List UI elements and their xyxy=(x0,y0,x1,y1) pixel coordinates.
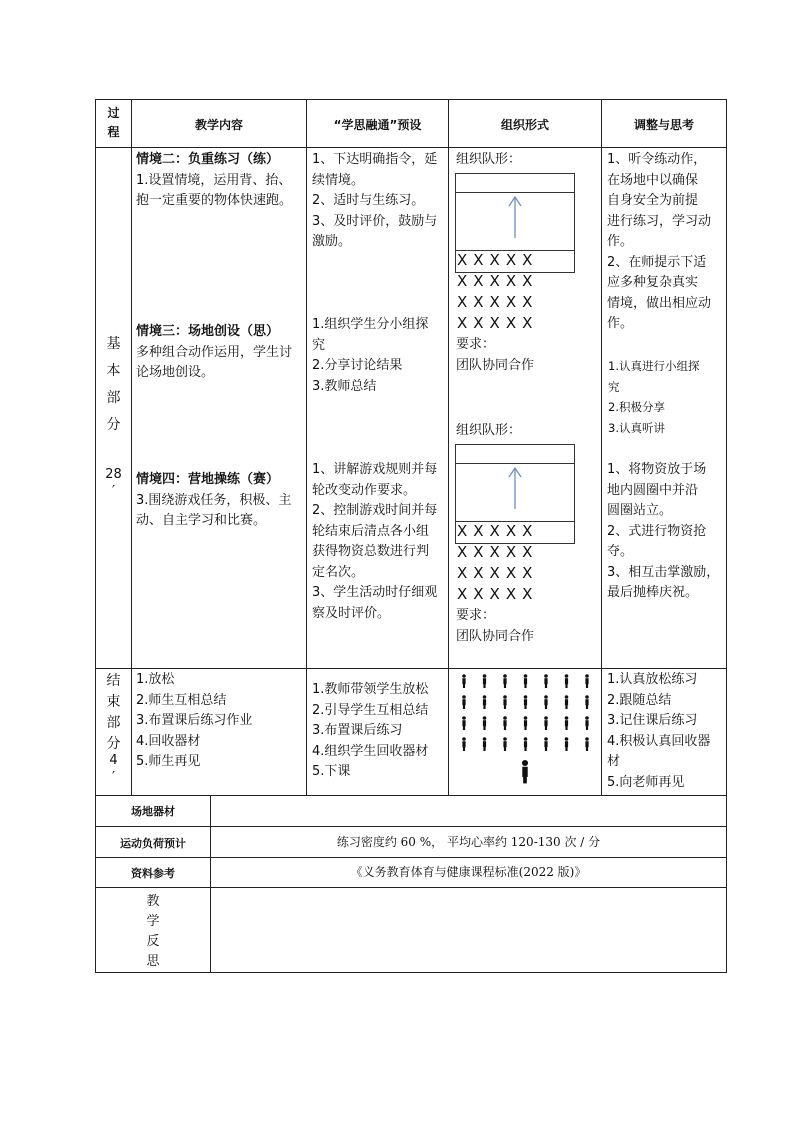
ending-adjust-line: 材 xyxy=(607,754,621,769)
student-figure xyxy=(544,695,548,709)
student-figure xyxy=(503,674,507,688)
basic-label-char: 分 xyxy=(106,417,121,433)
basic-label-char: 部 xyxy=(106,390,121,406)
preset-line: 2、适时与生练习。 xyxy=(312,193,425,208)
adjust-line: 应多种复杂真实 xyxy=(607,275,699,290)
ending-preset-line: 4.组织学生回收器材 xyxy=(312,743,429,759)
adjust-line: 3.认真听讲 xyxy=(608,420,665,435)
ending-adjust-line: 1.认真放松练习 xyxy=(607,672,698,687)
preset-line: 轮结束后清点各小组 xyxy=(312,523,430,539)
preset-block-1 xyxy=(312,150,446,253)
scenario-4-title: 情境四：营地操练（赛） xyxy=(136,472,280,487)
student-figure xyxy=(585,737,589,751)
ending-label-char: 分 xyxy=(106,736,121,752)
scenario-2-block xyxy=(136,150,304,212)
student-figure xyxy=(483,674,487,688)
ending-content-line: 4.回收器材 xyxy=(136,733,201,749)
scenario-3-line: 多种组合动作运用，学生讨 xyxy=(136,344,293,360)
ending-adjust-line: 2.跟随总结 xyxy=(607,692,672,708)
requirement-block-1 xyxy=(456,335,534,376)
ending-content xyxy=(136,670,304,773)
preset-line: 察及时评价。 xyxy=(312,605,391,621)
header-process: 过程 xyxy=(107,106,120,139)
adjust-line: 究 xyxy=(608,379,620,394)
adjust-line: 作。 xyxy=(607,234,634,249)
ending-adjust xyxy=(607,670,725,793)
adjust-line: 地内圆圈中并沿 xyxy=(607,482,699,498)
reference-value: 《义务教育体育与健康课程标准(2022 版)》 xyxy=(350,865,587,879)
adjust-block-1 xyxy=(607,150,725,335)
reflection-label-char: 思 xyxy=(146,954,160,969)
preset-line: 获得物资总数进行判 xyxy=(312,544,430,559)
student-figure xyxy=(565,716,569,730)
student-figure xyxy=(483,737,487,751)
preset-block-3 xyxy=(312,460,446,624)
basic-duration-mark: ′ xyxy=(112,484,115,499)
preset-line: 定名次。 xyxy=(312,564,365,580)
adjust-line: 自身安全为前提 xyxy=(607,193,699,208)
adjust-line: 情境，做出相应动 xyxy=(607,295,712,311)
ending-formation-diagram xyxy=(450,670,600,794)
student-figure xyxy=(524,737,528,751)
basic-duration: 28 xyxy=(105,467,122,482)
adjust-block-2 xyxy=(608,356,726,438)
preset-line: 激励。 xyxy=(312,234,352,249)
header-adjustment: 调整与思考 xyxy=(633,118,694,132)
ending-content-line: 3.布置课后练习作业 xyxy=(136,713,253,728)
ending-content-line: 2.师生互相总结 xyxy=(136,692,227,708)
adjust-line: 作。 xyxy=(607,316,634,331)
scenario-2-line: 抱一定重要的物体快速跑。 xyxy=(136,193,293,208)
student-figure xyxy=(462,674,466,688)
student-row: XXXXX xyxy=(457,564,539,582)
preset-line: 2.分享讨论结果 xyxy=(312,358,403,373)
student-row: XXXXX xyxy=(457,585,539,603)
teacher-figure xyxy=(522,760,528,783)
load-label: 运动负荷预计 xyxy=(120,837,186,850)
requirement-block-2 xyxy=(456,606,534,647)
student-figure xyxy=(565,695,569,709)
ending-duration-mark: ′ xyxy=(112,770,115,785)
adjust-line: 2、在师提示下适 xyxy=(607,254,707,270)
requirement-text: 团队协同合作 xyxy=(456,357,535,373)
student-figure xyxy=(462,737,466,751)
ending-content-line: 1.放松 xyxy=(136,672,175,687)
adjust-line: 进行练习，学习动 xyxy=(607,213,712,229)
student-row: XXXXX xyxy=(457,543,539,561)
student-row: XXXXX xyxy=(457,522,539,540)
requirement-label: 要求： xyxy=(456,608,496,623)
load-value: 练习密度约 60 %， 平均心率约 120-130 次 / 分 xyxy=(336,835,601,849)
preset-line: 3、及时评价，鼓励与 xyxy=(312,213,438,229)
ending-content-line: 5.师生再见 xyxy=(136,754,201,769)
scenario-2-line: 1.设置情境，运用背、抬、 xyxy=(136,172,292,188)
students-figures xyxy=(450,670,600,794)
ending-preset-line: 2.引导学生互相总结 xyxy=(312,702,429,718)
ending-preset-line: 5.下课 xyxy=(312,764,351,779)
student-figure xyxy=(524,695,528,709)
ending-preset-line: 3.布置课后练习 xyxy=(312,723,403,738)
adjust-line: 在场地中以确保 xyxy=(607,172,699,188)
preset-line: 续情境。 xyxy=(312,172,365,188)
header-content: 教学内容 xyxy=(194,118,243,132)
student-figure xyxy=(585,695,589,709)
student-figure xyxy=(483,716,487,730)
preset-line: 1、下达明确指令，延 xyxy=(312,152,438,167)
ending-duration: 4 xyxy=(109,753,118,768)
venue-label: 场地器材 xyxy=(131,805,175,818)
reflection-label-char: 教 xyxy=(146,894,160,909)
student-figure xyxy=(462,695,466,709)
student-figure xyxy=(524,716,528,730)
adjust-line: 圆圈站立。 xyxy=(607,503,673,518)
scenario-2-title: 情境二：负重练习（练） xyxy=(136,152,280,167)
preset-line: 1.组织学生分小组探 xyxy=(312,317,429,332)
student-figure xyxy=(585,716,589,730)
ending-preset xyxy=(312,680,446,783)
preset-line: 1、讲解游戏规则并每 xyxy=(312,462,438,477)
student-figure xyxy=(503,716,507,730)
scenario-3-block xyxy=(136,322,304,384)
student-figure xyxy=(544,737,548,751)
adjust-line: 2、式进行物资抢 xyxy=(607,523,707,539)
scenario-3-title: 情境三：场地创设（思） xyxy=(136,324,280,339)
formation-label-1: 组织队形： xyxy=(456,152,522,167)
adjust-line: 最后抛棒庆祝。 xyxy=(607,585,699,600)
student-figure xyxy=(462,716,466,730)
header-preset: “学思融通”预设 xyxy=(333,118,422,132)
student-row: XXXXX xyxy=(457,314,539,332)
student-row: XXXXX xyxy=(457,293,539,311)
scenario-3-line: 论场地创设。 xyxy=(136,365,215,380)
student-figure xyxy=(524,674,528,688)
ending-label-char: 束 xyxy=(106,694,121,710)
scenario-4-line: 3.围绕游戏任务，积极、主 xyxy=(136,492,292,508)
student-row: XXXXX xyxy=(457,272,539,290)
adjust-block-3 xyxy=(607,460,725,604)
preset-line: 2、控制游戏时间并每 xyxy=(312,503,438,518)
ending-label-char: 结 xyxy=(106,673,121,689)
reflection-label-char: 反 xyxy=(146,934,160,949)
adjust-line: 1、听令练动作， xyxy=(607,152,707,167)
requirement-text: 团队协同合作 xyxy=(456,628,535,644)
requirement-label: 要求： xyxy=(456,337,496,352)
reference-label: 资料参考 xyxy=(131,867,175,880)
adjust-line: 2.积极分享 xyxy=(608,400,665,414)
student-figure xyxy=(544,716,548,730)
student-figure xyxy=(565,737,569,751)
student-figure xyxy=(503,695,507,709)
preset-line: 3、学生活动时仔细观 xyxy=(312,585,438,600)
preset-line: 轮改变动作要求。 xyxy=(312,482,417,498)
basic-label-char: 本 xyxy=(106,363,121,379)
basic-label-char: 基 xyxy=(106,336,121,352)
ending-adjust-line: 3.记住课后练习 xyxy=(607,713,698,728)
scenario-4-line: 动、自主学习和比赛。 xyxy=(136,513,267,528)
adjust-line: 夺。 xyxy=(607,544,634,559)
adjust-line: 3、相互击掌激励， xyxy=(607,564,720,580)
ending-adjust-line: 5.向老师再见 xyxy=(607,774,685,790)
preset-line: 3.教师总结 xyxy=(312,378,377,394)
student-figure xyxy=(544,674,548,688)
reflection-label-char: 学 xyxy=(146,914,160,929)
direction-arrow-icon xyxy=(505,465,525,511)
formation-label-2: 组织队形： xyxy=(456,423,522,438)
student-figure xyxy=(483,695,487,709)
scenario-4-block xyxy=(136,470,304,532)
preset-block-2 xyxy=(312,315,446,397)
ending-label-char: 部 xyxy=(106,715,121,731)
student-figure xyxy=(585,674,589,688)
direction-arrow-icon xyxy=(505,194,525,240)
student-figure xyxy=(503,737,507,751)
student-row: XXXXX xyxy=(457,251,539,269)
ending-preset-line: 1.教师带领学生放松 xyxy=(312,682,429,697)
preset-line: 究 xyxy=(312,337,326,353)
adjust-line: 1、将物资放于场 xyxy=(607,462,707,477)
student-figure xyxy=(565,674,569,688)
header-organization: 组织形式 xyxy=(500,118,549,132)
adjust-line: 1.认真进行小组探 xyxy=(608,359,700,373)
ending-adjust-line: 4.积极认真回收器 xyxy=(607,733,711,749)
